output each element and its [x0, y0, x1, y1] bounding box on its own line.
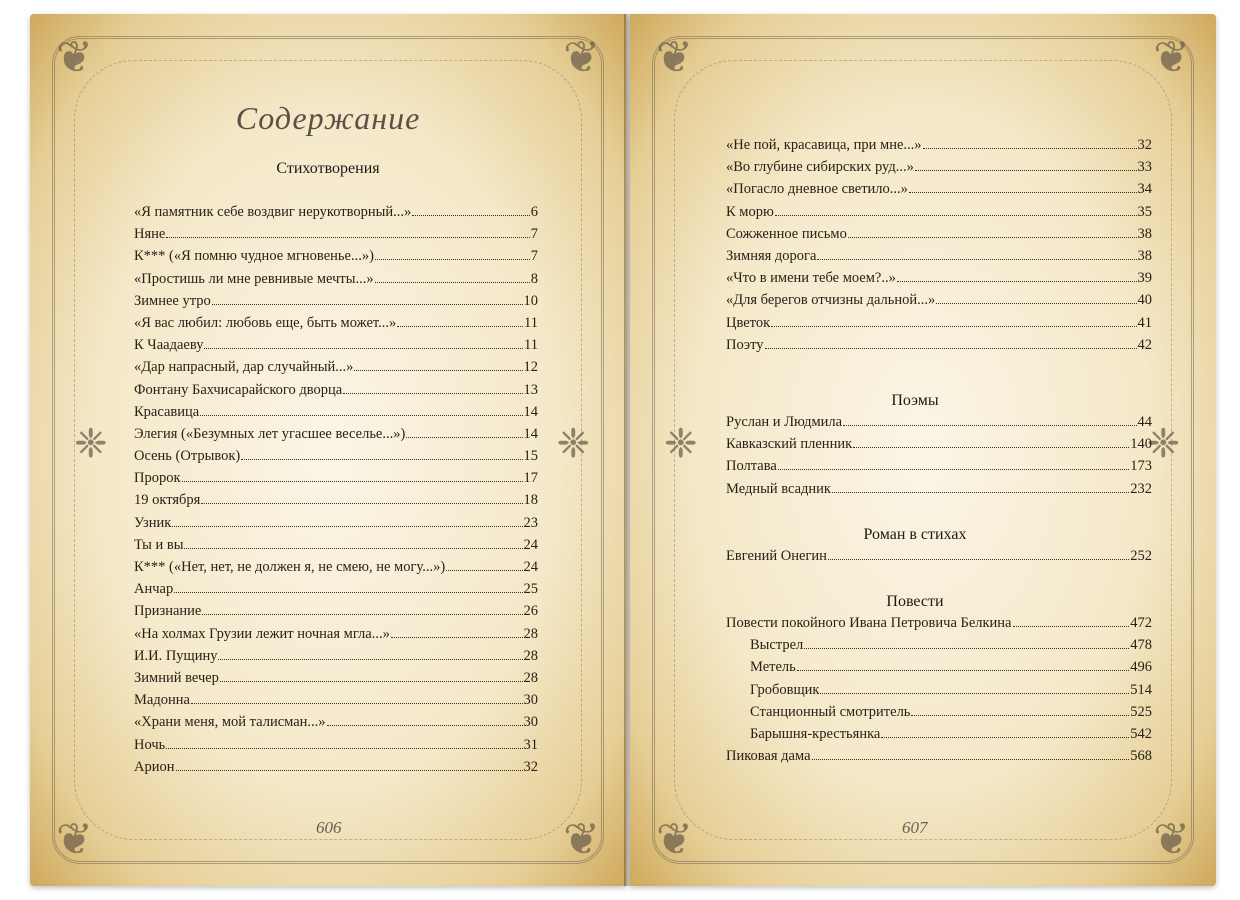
- toc-entry-title: «Дар напрасный, дар случайный...»: [134, 359, 354, 376]
- dot-leader: [397, 326, 523, 327]
- dot-leader: [923, 148, 1137, 149]
- toc-entry-page: 35: [1137, 203, 1152, 220]
- corner-ornament-icon: ❦: [56, 33, 93, 82]
- toc-entry-page: 33: [1137, 159, 1152, 176]
- dot-leader: [212, 304, 523, 305]
- toc-entry: [726, 704, 1152, 726]
- toc-entry: [134, 226, 538, 248]
- toc-entry-title: Поэту: [726, 336, 764, 353]
- dot-leader: [201, 503, 522, 504]
- toc-entry-title: Гробовщик: [750, 681, 820, 698]
- toc-entry-page: 30: [523, 692, 538, 709]
- toc-entry-page: 23: [523, 514, 538, 531]
- dot-leader: [182, 481, 523, 482]
- toc-entry: [134, 603, 538, 625]
- left-page: [30, 14, 626, 886]
- toc-entry: [134, 515, 538, 537]
- toc-entry: [726, 137, 1152, 159]
- section-heading-povesti: Повести: [886, 593, 944, 610]
- dot-leader: [343, 393, 522, 394]
- toc-entry-page: 472: [1130, 615, 1152, 631]
- dot-leader: [446, 570, 522, 571]
- dot-leader: [911, 715, 1129, 716]
- toc-entry: [134, 714, 538, 736]
- toc-entry-page: 525: [1130, 703, 1152, 720]
- toc-entry: [134, 670, 538, 692]
- toc-entry-title: «Погасло дневное светило...»: [726, 181, 908, 198]
- toc-entry: [726, 337, 1152, 359]
- toc-entry: [726, 682, 1152, 704]
- toc-entry-title: Няне: [134, 226, 166, 243]
- toc-entry-page: 24: [523, 559, 538, 575]
- toc-entry: [134, 537, 538, 559]
- toc-entry: [726, 748, 1152, 770]
- toc-entry: [726, 726, 1152, 748]
- toc-entry: [134, 382, 538, 404]
- toc-entry-page: 478: [1130, 637, 1152, 654]
- toc-entry: [134, 404, 538, 426]
- toc-entry-title: И.И. Пущину: [134, 647, 218, 664]
- dot-leader: [375, 282, 530, 283]
- toc-entry: [134, 293, 538, 315]
- toc-list-roman: [726, 548, 1152, 570]
- toc-entry-page: 31: [523, 736, 538, 753]
- toc-entry: [134, 337, 538, 359]
- dot-leader: [812, 759, 1130, 760]
- toc-entry-page: 28: [523, 647, 538, 664]
- dot-leader: [775, 215, 1137, 216]
- toc-entry: [726, 315, 1152, 337]
- toc-list-poems: [134, 204, 538, 781]
- toc-entry-title: Метель: [750, 659, 796, 676]
- dot-leader: [848, 237, 1137, 238]
- toc-entry: [134, 581, 538, 603]
- dot-leader: [327, 725, 523, 726]
- toc-entry-title: Анчар: [134, 581, 174, 598]
- toc-entry: [134, 492, 538, 514]
- toc-entry-page: 28: [523, 625, 538, 642]
- dot-leader: [174, 592, 522, 593]
- toc-entry-page: 7: [530, 226, 538, 243]
- toc-entry: [726, 292, 1152, 314]
- toc-entry: [134, 315, 538, 337]
- toc-entry-page: 232: [1130, 480, 1152, 497]
- toc-entry: [726, 248, 1152, 270]
- toc-entry-title: Барышня-крестьянка: [750, 725, 881, 742]
- toc-entry-title: Сожженное письмо: [726, 225, 847, 242]
- dot-leader: [843, 425, 1136, 426]
- toc-list-povesti: [726, 615, 1152, 770]
- toc-entry: [726, 458, 1152, 480]
- toc-entry-title: Узник: [134, 514, 172, 531]
- dot-leader: [354, 370, 522, 371]
- toc-entry-page: 28: [523, 669, 538, 686]
- toc-entry-title: Арион: [134, 758, 175, 775]
- toc-entry: [726, 436, 1152, 458]
- toc-entry-title: Станционный смотритель: [750, 703, 911, 720]
- toc-entry: [134, 359, 538, 381]
- toc-entry-title: Зимняя дорога: [726, 247, 817, 264]
- dot-leader: [176, 770, 523, 771]
- toc-entry: [134, 271, 538, 293]
- toc-entry-title: Полтава: [726, 458, 777, 475]
- toc-entry: [726, 637, 1152, 659]
- dot-leader: [915, 170, 1137, 171]
- dot-leader: [778, 469, 1129, 470]
- corner-ornament-icon: ❦: [56, 815, 93, 864]
- toc-entry-page: 13: [523, 381, 538, 398]
- dot-leader: [200, 415, 522, 416]
- page-number: 606: [316, 818, 342, 837]
- toc-entry-title: Кавказский пленник: [726, 436, 853, 453]
- dot-leader: [797, 670, 1129, 671]
- toc-entry-page: 41: [1137, 314, 1152, 331]
- side-ornament-icon: ❈: [74, 421, 108, 466]
- dot-leader: [832, 492, 1129, 493]
- toc-entry: [134, 448, 538, 470]
- toc-entry-page: 173: [1130, 458, 1152, 475]
- toc-entry-title: Пророк: [134, 470, 181, 487]
- toc-entry-page: 34: [1137, 181, 1152, 198]
- dot-leader: [191, 703, 523, 704]
- toc-entry-page: 7: [530, 248, 538, 265]
- toc-entry-title: «Во глубине сибирских руд...»: [726, 159, 914, 176]
- toc-list-poems-continued: [726, 137, 1152, 359]
- toc-entry-title: Ночь: [134, 736, 166, 753]
- dot-leader: [771, 326, 1136, 327]
- toc-entry: [726, 181, 1152, 203]
- toc-entry-page: 6: [530, 204, 538, 220]
- dot-leader: [853, 447, 1129, 448]
- toc-entry-title: Мадонна: [134, 692, 190, 709]
- toc-entry-title: Зимнее утро: [134, 292, 211, 309]
- dot-leader: [391, 637, 523, 638]
- section-heading-poemy: Поэмы: [891, 392, 939, 409]
- toc-entry: [134, 692, 538, 714]
- toc-entry-page: 38: [1137, 225, 1152, 242]
- dot-leader: [897, 281, 1137, 282]
- toc-entry: [134, 737, 538, 759]
- toc-entry-title: Красавица: [134, 403, 200, 420]
- toc-entry: [726, 659, 1152, 681]
- toc-entry-title: К морю: [726, 203, 774, 220]
- dot-leader: [184, 548, 522, 549]
- dot-leader: [828, 559, 1129, 560]
- page-title: Содержание: [235, 100, 421, 136]
- toc-entry-page: 514: [1130, 681, 1152, 698]
- toc-entry-page: 32: [1137, 137, 1152, 153]
- toc-entry-page: 568: [1130, 748, 1152, 765]
- toc-entry-page: 11: [524, 314, 538, 331]
- toc-entry-page: 496: [1130, 659, 1152, 676]
- dot-leader: [936, 303, 1136, 304]
- toc-entry: [134, 648, 538, 670]
- toc-entry-page: 25: [523, 581, 538, 598]
- toc-entry: [134, 470, 538, 492]
- toc-entry-page: 38: [1137, 247, 1152, 264]
- toc-list-poemy: [726, 414, 1152, 503]
- toc-entry-title: Элегия («Безумных лет угасшее веселье...»): [134, 425, 406, 442]
- toc-entry-title: Осень (Отрывок): [134, 448, 241, 465]
- toc-entry-page: 44: [1137, 414, 1152, 430]
- toc-entry: [134, 559, 538, 581]
- toc-entry-page: 40: [1137, 292, 1152, 309]
- dot-leader: [241, 459, 522, 460]
- toc-entry-page: 12: [523, 359, 538, 376]
- toc-entry-title: Ты и вы: [134, 536, 184, 553]
- toc-entry: [726, 204, 1152, 226]
- toc-entry-page: 140: [1130, 436, 1152, 453]
- dot-leader: [1013, 626, 1130, 627]
- toc-entry-title: Пиковая дама: [726, 748, 811, 765]
- toc-entry: [726, 414, 1152, 436]
- side-ornament-icon: ❈: [664, 421, 698, 466]
- toc-entry-title: Признание: [134, 603, 202, 620]
- toc-entry-page: 15: [523, 448, 538, 465]
- section-heading-roman: Роман в стихах: [863, 526, 967, 543]
- toc-entry: [726, 226, 1152, 248]
- toc-entry-title: «Я памятник себе воздвиг нерукотворный...»: [134, 204, 412, 220]
- toc-entry-title: «Не пой, красавица, при мне...»: [726, 137, 922, 153]
- dot-leader: [166, 748, 522, 749]
- toc-entry-page: 24: [523, 536, 538, 553]
- dot-leader: [375, 259, 530, 260]
- toc-entry-page: 30: [523, 714, 538, 731]
- toc-entry-page: 32: [523, 758, 538, 775]
- toc-entry-title: Руслан и Людмила: [726, 414, 843, 430]
- corner-ornament-icon: ❦: [563, 33, 600, 82]
- dot-leader: [220, 681, 523, 682]
- toc-entry-title: К Чаадаеву: [134, 337, 204, 354]
- toc-entry-title: «Храни меня, мой талисман...»: [134, 714, 326, 731]
- toc-entry: [134, 626, 538, 648]
- toc-entry-title: Повести покойного Ивана Петровича Белкина: [726, 615, 1012, 631]
- toc-entry-title: Выстрел: [750, 637, 804, 654]
- dot-leader: [820, 693, 1129, 694]
- toc-entry-page: 10: [523, 292, 538, 309]
- dot-leader: [172, 526, 522, 527]
- dot-leader: [765, 348, 1137, 349]
- dot-leader: [881, 737, 1129, 738]
- toc-entry-page: 18: [523, 492, 538, 509]
- side-ornament-icon: ❈: [1146, 421, 1180, 466]
- corner-ornament-icon: ❦: [1153, 815, 1190, 864]
- toc-entry-title: «Простишь ли мне ревнивые мечты...»: [134, 270, 374, 287]
- toc-entry: [726, 548, 1152, 570]
- toc-entry: [726, 481, 1152, 503]
- section-heading-poems: Стихотворения: [276, 160, 380, 177]
- toc-entry-page: 39: [1137, 270, 1152, 287]
- dot-leader: [412, 215, 529, 216]
- page-number: 607: [902, 818, 928, 837]
- corner-ornament-icon: ❦: [1153, 33, 1190, 82]
- toc-entry-page: 42: [1137, 336, 1152, 353]
- toc-entry-page: 542: [1130, 725, 1152, 742]
- toc-entry-title: Зимний вечер: [134, 669, 219, 686]
- toc-entry: [726, 159, 1152, 181]
- corner-ornament-icon: ❦: [656, 33, 693, 82]
- toc-entry-title: «Я вас любил: любовь еще, быть может...»: [134, 314, 397, 331]
- open-book: [30, 14, 1216, 886]
- corner-ornament-icon: ❦: [563, 815, 600, 864]
- toc-entry: [726, 270, 1152, 292]
- dot-leader: [909, 192, 1137, 193]
- toc-entry-title: Цветок: [726, 314, 771, 331]
- right-page: [630, 14, 1216, 886]
- dot-leader: [817, 259, 1136, 260]
- toc-entry-title: 19 октября: [134, 492, 201, 509]
- toc-entry: [134, 204, 538, 226]
- dot-leader: [218, 659, 522, 660]
- dot-leader: [804, 648, 1129, 649]
- toc-entry-title: К*** («Я помню чудное мгновенье...»): [134, 248, 374, 265]
- dot-leader: [406, 437, 522, 438]
- toc-entry: [134, 426, 538, 448]
- toc-entry-title: Фонтану Бахчисарайского дворца: [134, 381, 343, 398]
- toc-entry-page: 252: [1130, 548, 1152, 564]
- toc-entry-title: «На холмах Грузии лежит ночная мгла...»: [134, 625, 390, 642]
- dot-leader: [204, 348, 523, 349]
- toc-entry: [134, 248, 538, 270]
- dot-leader: [202, 614, 522, 615]
- toc-entry-page: 11: [524, 337, 538, 354]
- toc-entry: [134, 759, 538, 781]
- toc-entry-title: Медный всадник: [726, 480, 831, 497]
- toc-entry-title: «Для берегов отчизны дальной...»: [726, 292, 936, 309]
- dot-leader: [166, 237, 529, 238]
- toc-entry-title: Евгений Онегин: [726, 548, 827, 564]
- toc-entry-page: 17: [523, 470, 538, 487]
- toc-entry-page: 26: [523, 603, 538, 620]
- toc-entry-page: 8: [530, 270, 538, 287]
- side-ornament-icon: ❈: [556, 421, 590, 466]
- corner-ornament-icon: ❦: [656, 815, 693, 864]
- toc-entry-page: 14: [523, 425, 538, 442]
- toc-entry-title: К*** («Нет, нет, не должен я, не смею, не могу...»): [134, 559, 446, 575]
- toc-entry: [726, 615, 1152, 637]
- toc-entry-page: 14: [523, 403, 538, 420]
- toc-entry-title: «Что в имени тебе моем?..»: [726, 270, 896, 287]
